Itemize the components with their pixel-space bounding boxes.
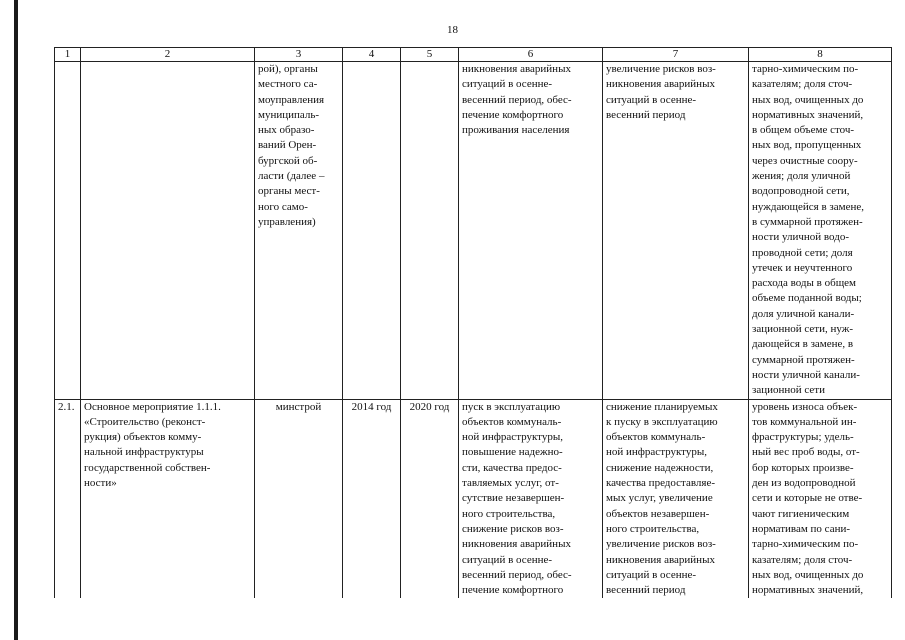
table-row xyxy=(55,399,892,598)
cell-number xyxy=(55,62,81,400)
column-header: 7 xyxy=(603,48,749,62)
page-number: 18 xyxy=(447,24,458,36)
program-table xyxy=(54,47,892,598)
column-header: 5 xyxy=(401,48,459,62)
left-margin-rule xyxy=(14,0,18,640)
table-row xyxy=(55,62,892,400)
cell-expected-result: пуск в эксплуатацию объектов коммуналь- ной инфраструктуры, повышение надежно- сти, качества предос- тавляемых услуг, от- сутствие незавершен- ного строительства, снижение рисков воз- никновения аварийных ситуаций в осенне- весенний период, обес- печение комфортного xyxy=(459,399,603,598)
cell-indicators: уровень износа объек- тов коммунальной ин- фраструктуры; удель- ный вес проб воды, от- бор которых произве- ден из водопроводной сети и которые не отве- чают гигиеническим нормативам по сани- тарно-химическим по- казателям; доля сточ- ных вод, очищенных до нормативных значений, xyxy=(749,399,892,598)
cell-end-year: 2020 год xyxy=(401,399,459,598)
column-header: 1 xyxy=(55,48,81,62)
cell-executor: минстрой xyxy=(255,399,343,598)
column-header: 4 xyxy=(343,48,401,62)
table-header-row xyxy=(55,48,892,62)
cell-consequences: снижение планируемых к пуску в эксплуатацию объектов коммуналь- ной инфраструктуры, снижение надежности, качества предоставляе- мых услуг, увеличение объектов незавершен- ного строительства, увеличение рисков воз- никновения аварийных ситуаций в осенне- весенний период xyxy=(603,399,749,598)
cell-expected-result: никновения аварийных ситуаций в осенне- весенний период, обес- печение комфортного проживания населения xyxy=(459,62,603,400)
column-header: 8 xyxy=(749,48,892,62)
cell-indicators: тарно-химическим по- казателям; доля сточ- ных вод, очищенных до нормативных значений, в общем объеме сточ- ных вод, пропущенных через очистные соору- жения; доля уличной водопроводной сети, нуждающейся в замене, в суммарной протяжен- ности уличной водо- проводной сети; доля утечек и неучтенного расхода воды в общем объеме поданной воды; доля уличной канали- зационной сети, нуж- дающейся в замене, в суммарной протяжен- ности уличной канали- зационной сети xyxy=(749,62,892,400)
column-header: 3 xyxy=(255,48,343,62)
cell-executor: рой), органы местного са- моуправления муниципаль- ных образо- ваний Орен- бургской об- ласти (далее – органы мест- ного само- управления) xyxy=(255,62,343,400)
column-header: 2 xyxy=(81,48,255,62)
cell-activity: Основное мероприятие 1.1.1. «Строительство (реконст- рукция) объектов комму- нальной инфраструктуры государственной собствен- ности» xyxy=(81,399,255,598)
cell-start-year: 2014 год xyxy=(343,399,401,598)
column-header: 6 xyxy=(459,48,603,62)
cell-start-year xyxy=(343,62,401,400)
cell-activity xyxy=(81,62,255,400)
cell-number: 2.1. xyxy=(55,399,81,598)
cell-consequences: увеличение рисков воз- никновения аварийных ситуаций в осенне- весенний период xyxy=(603,62,749,400)
cell-end-year xyxy=(401,62,459,400)
